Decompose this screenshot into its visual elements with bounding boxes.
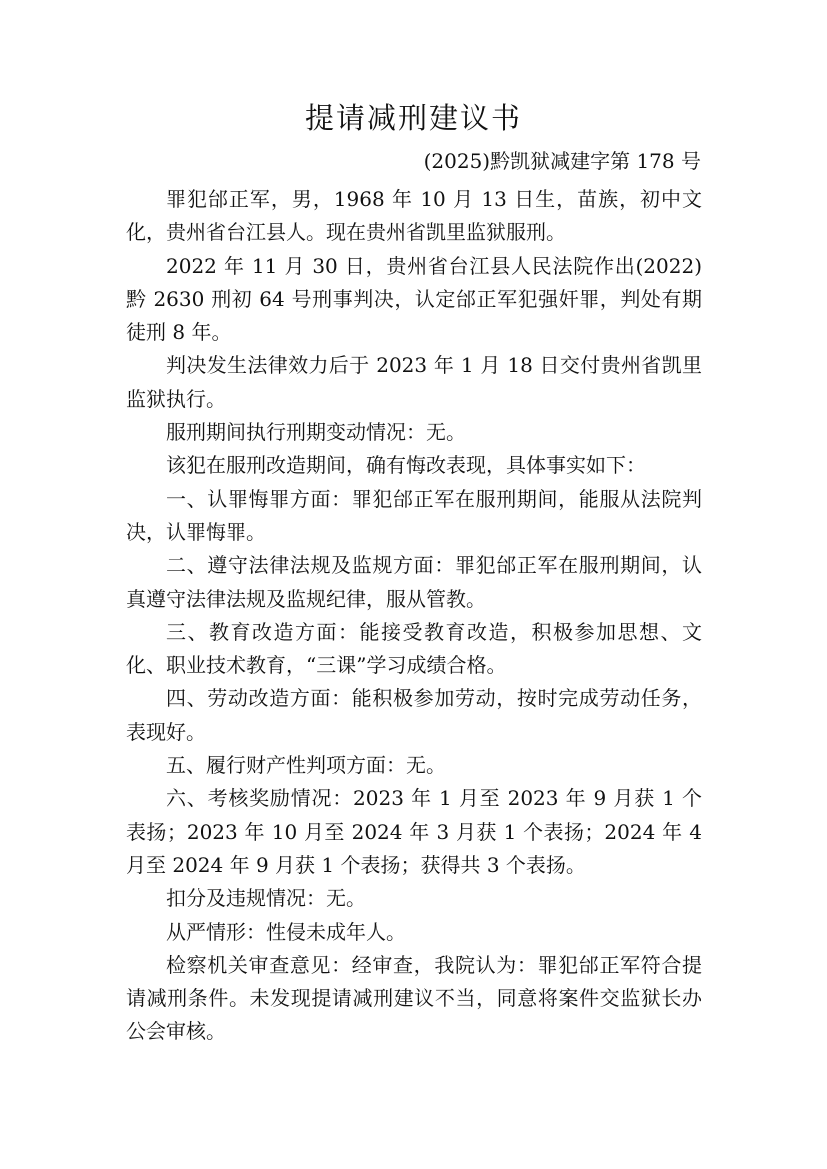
- paragraph-strict-circumstances: 从严情形：性侵未成年人。: [166, 919, 406, 944]
- document-body: [126, 183, 702, 1049]
- paragraph-obey-rules: 二、遵守法律法规及监规方面：罪犯邰正军在服刑期间，认真遵守法律法规及监规纪律，服从管教。: [126, 553, 702, 611]
- paragraph-repentance-intro: 该犯在服刑改造期间，确有悔改表现，具体事实如下：: [166, 453, 646, 478]
- paragraph-judgment: 2022 年 11 月 30 日，贵州省台江县人民法院作出(2022)黔 2630 刑初 64 号刑事判决，认定邰正军犯强奸罪，判处有期徒刑 8 年。: [126, 253, 702, 345]
- paragraph-sentence-change: 服刑期间执行刑期变动情况：无。: [166, 420, 466, 445]
- paragraph-education: 三、教育改造方面：能接受教育改造，积极参加思想、文化、职业技术教育，“三课”学习成绩合格。: [126, 619, 702, 678]
- paragraph-violations: 扣分及违规情况：无。: [166, 886, 366, 911]
- paragraph-execution: 判决发生法律效力后于 2023 年 1 月 18 日交付贵州省凯里监狱执行。: [126, 353, 702, 411]
- paragraph-procuratorate-opinion: 检察机关审查意见：经审查，我院认为：罪犯邰正军符合提请减刑条件。未发现提请减刑建议不当，同意将案件交监狱长办公会审核。: [126, 952, 702, 1044]
- paragraph-admit-guilt: 一、认罪悔罪方面：罪犯邰正军在服刑期间，能服从法院判决，认罪悔罪。: [126, 486, 702, 544]
- paragraph-property: 五、履行财产性判项方面：无。: [166, 753, 446, 778]
- document-title: 提请减刑建议书: [304, 101, 522, 135]
- paragraph-basic-info: 罪犯邰正军，男，1968 年 10 月 13 日生，苗族，初中文化，贵州省台江县人。现在贵州省凯里监狱服刑。: [126, 187, 702, 245]
- document-number: (2025)黔凯狱减建字第 178 号: [423, 149, 701, 173]
- paragraph-labor: 四、劳动改造方面：能积极参加劳动，按时完成劳动任务，表现好。: [126, 686, 702, 744]
- paragraph-rewards: 六、考核奖励情况：2023 年 1 月至 2023 年 9 月获 1 个表扬；2023 年 10 月至 2024 年 3 月获 1 个表扬；2024 年 4 月至 2024 年 9 月获 1 个表扬；获得共 3 个表扬。: [126, 786, 702, 877]
